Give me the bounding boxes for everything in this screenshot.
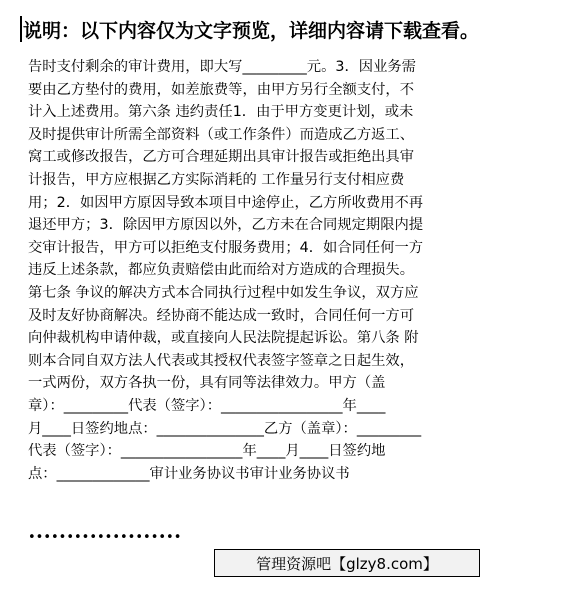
document-line: 要由乙方垫付的费用，如差旅费等，由甲方另行全额支付，不	[28, 81, 415, 98]
document-line: 代表（签字）：_________________年____月____日签约地	[28, 443, 386, 460]
document-line: 窝工或修改报告，乙方可合理延期出具审计报告或拒绝出具审	[28, 149, 415, 166]
document-line: 则本合同自双方法人代表或其授权代表签字签章之日起生效，	[28, 352, 415, 369]
document-line: 及时友好协商解决。经协商不能达成一致时，合同任何一方可	[28, 307, 415, 324]
document-line: 用；2．如因甲方原因导致本项目中途停止，乙方所收费用不再	[28, 194, 424, 211]
document-line: 违反上述条款，都应负责赔偿由此而给对方造成的合理损失。	[28, 262, 415, 279]
document-line: 月____日签约地点：_______________乙方（盖章）：_________	[28, 420, 422, 437]
document-line: 章）：_________代表（签字）：_________________年____	[28, 397, 386, 414]
document-body	[28, 56, 553, 485]
document-line: 计报告，甲方应根据乙方实际消耗的 工作量另行支付相应费	[28, 171, 405, 188]
preview-notice-header	[20, 14, 570, 44]
source-site-link[interactable]: 管理资源吧【glzy8.com】	[214, 549, 480, 577]
document-line: 及时提供审计所需全部资料（或工作条件）而造成乙方返工、	[28, 126, 415, 143]
document-line: 告时支付剩余的审计费用，即大写_________元。3．因业务需	[28, 59, 416, 75]
document-line: 第七条 争议的解决方式本合同执行过程中如发生争议，双方应	[28, 284, 419, 301]
truncation-ellipsis: ••••••••••••••••••••	[28, 530, 182, 545]
document-line: 计入上述费用。第六条 违约责任1．由于甲方变更计划，或未	[28, 104, 414, 121]
document-line: 退还甲方；3．除因甲方原因以外，乙方未在合同规定期限内提	[28, 217, 424, 234]
text-cursor	[20, 16, 22, 42]
preview-notice-text: 说明：以下内容仅为文字预览，详细内容请下载查看。	[23, 19, 480, 42]
document-line: 交审计报告，甲方可以拒绝支付服务费用；4．如合同任何一方	[28, 239, 424, 256]
document-line: 一式两份，双方各执一份，具有同等法律效力。甲方（盖	[28, 375, 386, 392]
document-line: 点：_____________审计业务协议书审计业务协议书	[28, 465, 350, 482]
document-line: 向仲裁机构申请仲裁，或直接向人民法院提起诉讼。第八条 附	[28, 330, 419, 347]
